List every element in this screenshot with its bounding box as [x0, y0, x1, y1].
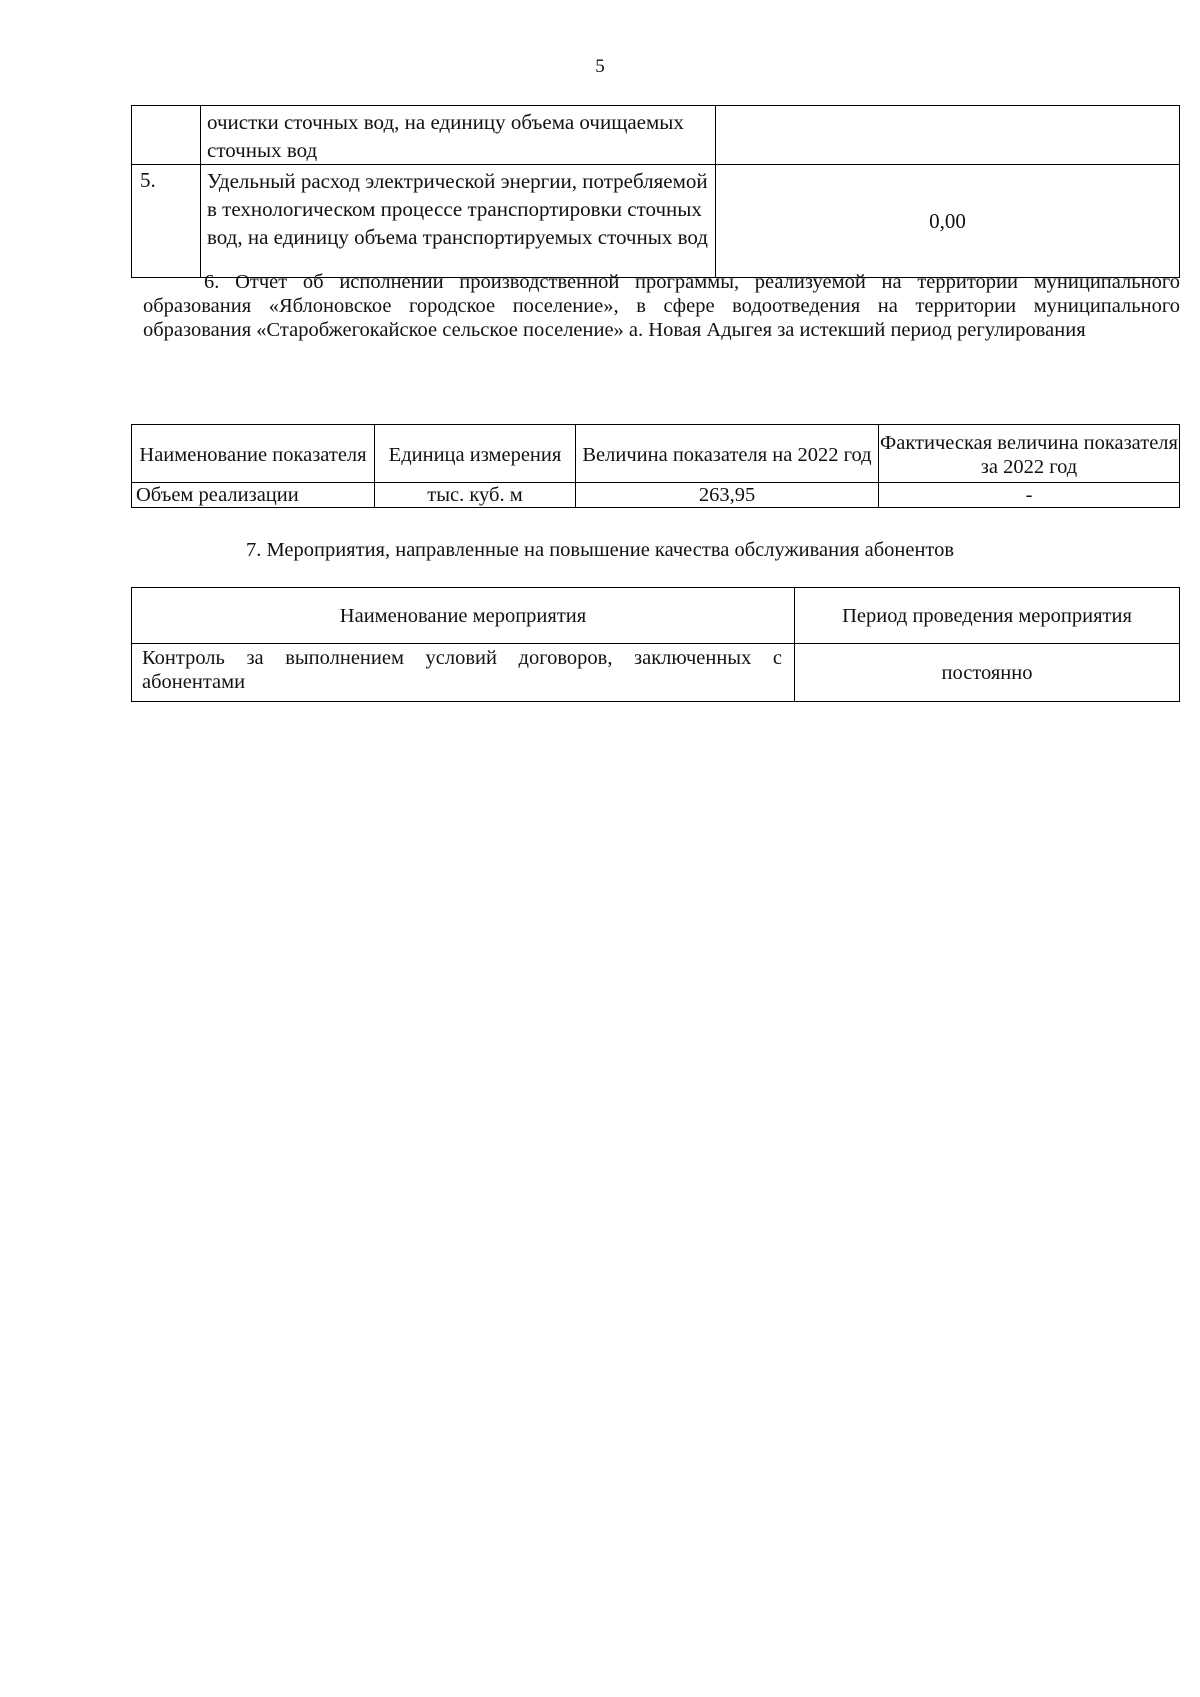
cell-indicator-name: Объем реализации [132, 483, 375, 508]
cell-measure-name [132, 644, 795, 702]
header-actual-value: Фактическая величина показателя за 2022 год [879, 425, 1180, 483]
header-planned-value: Величина показателя на 2022 год [576, 425, 879, 483]
table-header-row [132, 425, 1180, 483]
indicator-value: 0,00 [716, 165, 1180, 278]
table-row [132, 106, 1180, 165]
header-measure-period: Период проведения мероприятия [795, 588, 1180, 644]
table-row [132, 644, 1180, 702]
indicators-table [131, 105, 1180, 278]
row-number: 5. [132, 165, 201, 278]
measures-table [131, 587, 1180, 702]
header-measure-name: Наименование мероприятия [132, 588, 795, 644]
indicator-description: очистки сточных вод, на единицу объема очищаемых сточных вод [201, 106, 716, 165]
cell-planned-value: 263,95 [576, 483, 879, 508]
indicator-description: Удельный расход электрической энергии, потребляемой в технологическом процессе транспортировки сточных вод, на единицу объема транспортируемых сточных вод [201, 165, 716, 278]
cell-measure-period: постоянно [795, 644, 1180, 702]
table-row [132, 483, 1180, 508]
table-row [132, 165, 1180, 278]
header-indicator-name: Наименование показателя [132, 425, 375, 483]
cell-actual-value: - [879, 483, 1180, 508]
table-header-row [132, 588, 1180, 644]
indicator-value [716, 106, 1180, 165]
cell-unit: тыс. куб. м [375, 483, 576, 508]
measure-text: Контроль за выполнением условий договоров, заключенных с абонентами [142, 647, 782, 693]
row-number [132, 106, 201, 165]
header-unit: Единица измерения [375, 425, 576, 483]
section-7-heading: 7. Мероприятия, направленные на повышение качества обслуживания абонентов [245, 539, 955, 561]
page-number: 5 [595, 56, 605, 77]
production-report-table [131, 424, 1180, 508]
section-6-paragraph: 6. Отчет об исполнении производственной программы, реализуемой на территории муниципального образования «Яблоновское городское поселение», в сфере водоотведения на территории муниципального образования «Старобжегокайское сельское поселение» а. Новая Адыгея за истекший период регулирования [143, 271, 1180, 341]
